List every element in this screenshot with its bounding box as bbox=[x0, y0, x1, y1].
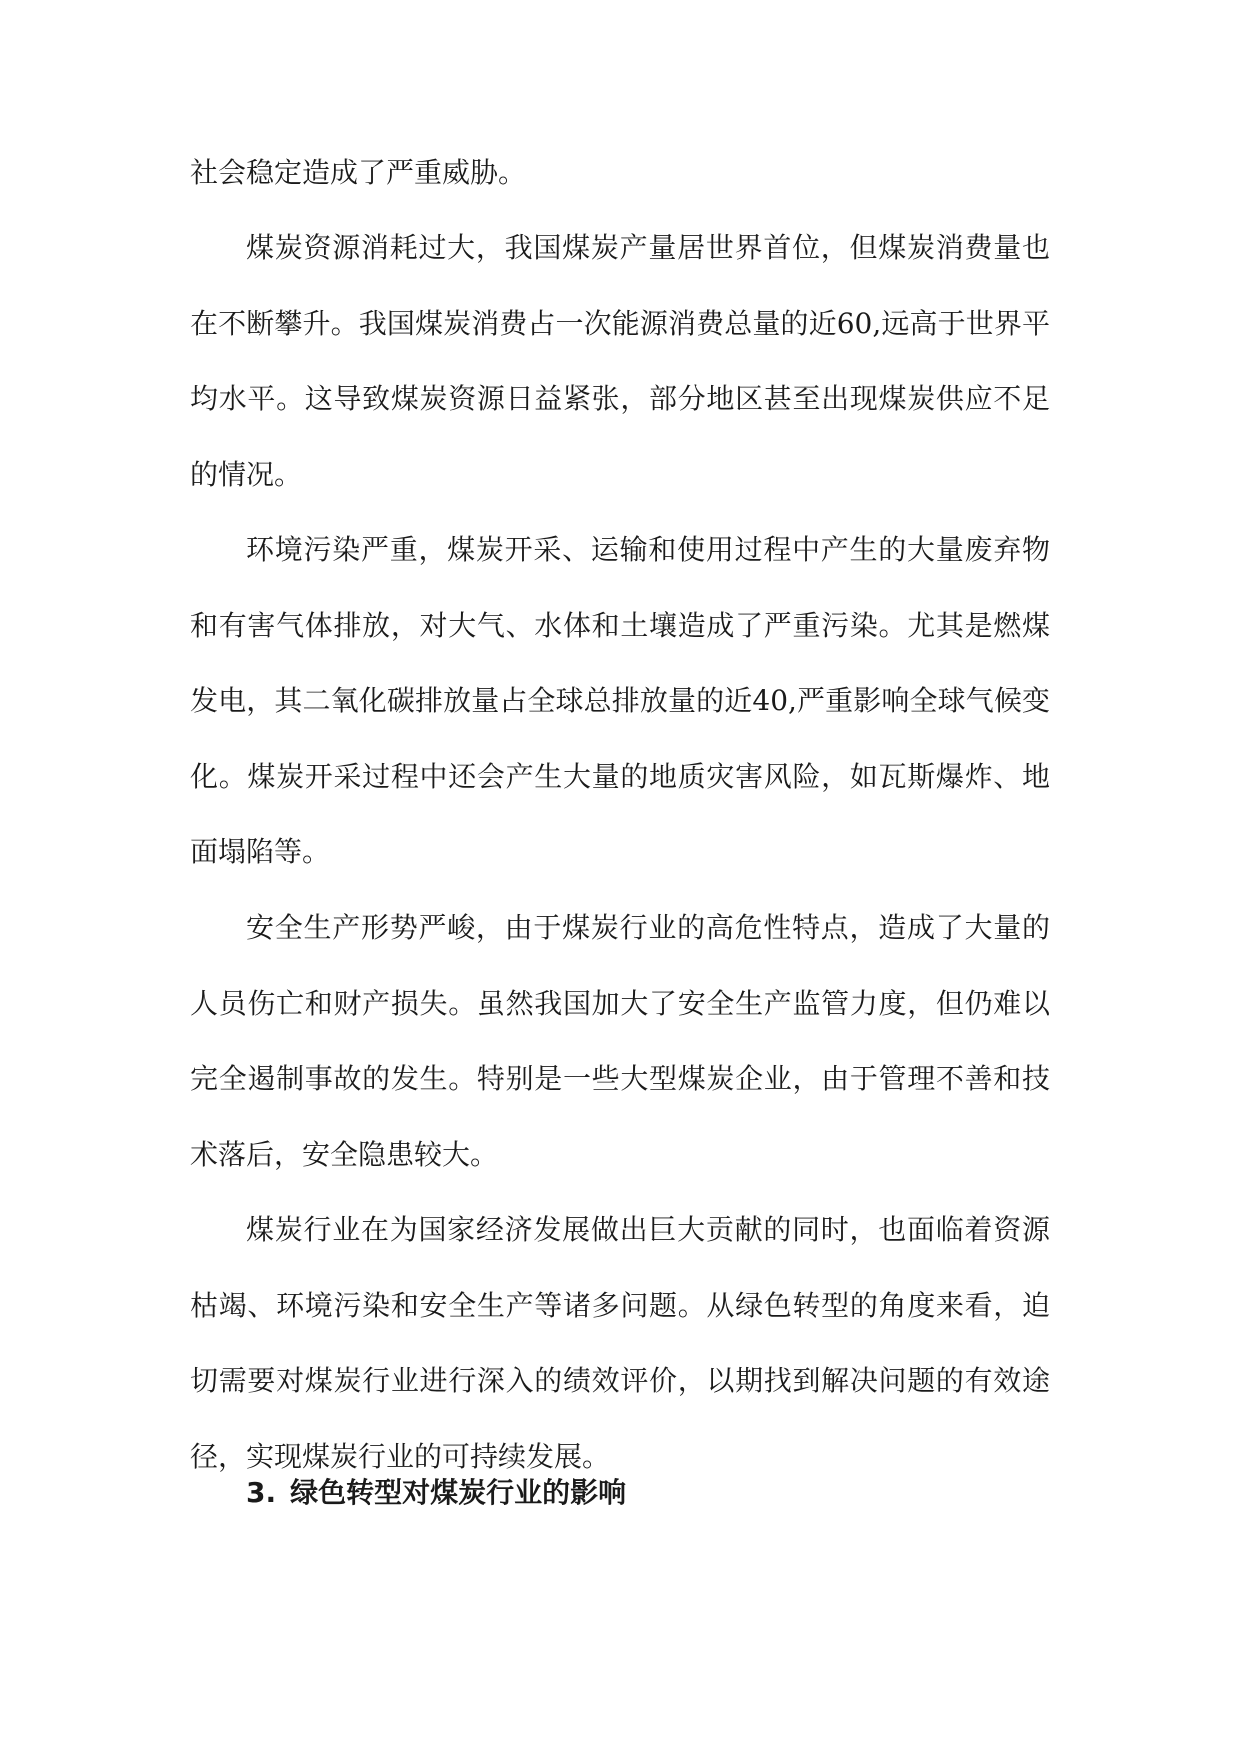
paragraph-continuation: 社会稳定造成了严重威胁。 bbox=[190, 156, 527, 189]
section-number: 3. bbox=[246, 1476, 277, 1509]
paragraph-summary: 煤炭行业在为国家经济发展做出巨大贡献的同时，也面临着资源枯竭、环境污染和安全生产等诸多问题。从绿色转型的角度来看，迫切需要对煤炭行业进行深入的绩效评价，以期找到解决问题的有效途径，实现煤炭行业的可持续发展。 bbox=[190, 1213, 1050, 1473]
paragraph-environmental-pollution: 环境污染严重，煤炭开采、运输和使用过程中产生的大量废弃物和有害气体排放，对大气、水体和土壤造成了严重污染。尤其是燃煤发电，其二氧化碳排放量占全球总排放量的近40,严重影响全球气候变化。煤炭开采过程中还会产生大量的地质灾害风险，如瓦斯爆炸、地面塌陷等。 bbox=[190, 533, 1050, 868]
section-heading bbox=[246, 1473, 626, 1513]
paragraph-coal-consumption: 煤炭资源消耗过大，我国煤炭产量居世界首位，但煤炭消费量也在不断攀升。我国煤炭消费占一次能源消费总量的近60,远高于世界平均水平。这导致煤炭资源日益紧张，部分地区甚至出现煤炭供应不足的情况。 bbox=[190, 231, 1050, 491]
section-title: 绿色转型对煤炭行业的影响 bbox=[290, 1476, 627, 1509]
paragraph-production-safety: 安全生产形势严峻，由于煤炭行业的高危性特点，造成了大量的人员伤亡和财产损失。虽然我国加大了安全生产监管力度，但仍难以完全遏制事故的发生。特别是一些大型煤炭企业，由于管理不善和技术落后，安全隐患较大。 bbox=[190, 911, 1050, 1171]
